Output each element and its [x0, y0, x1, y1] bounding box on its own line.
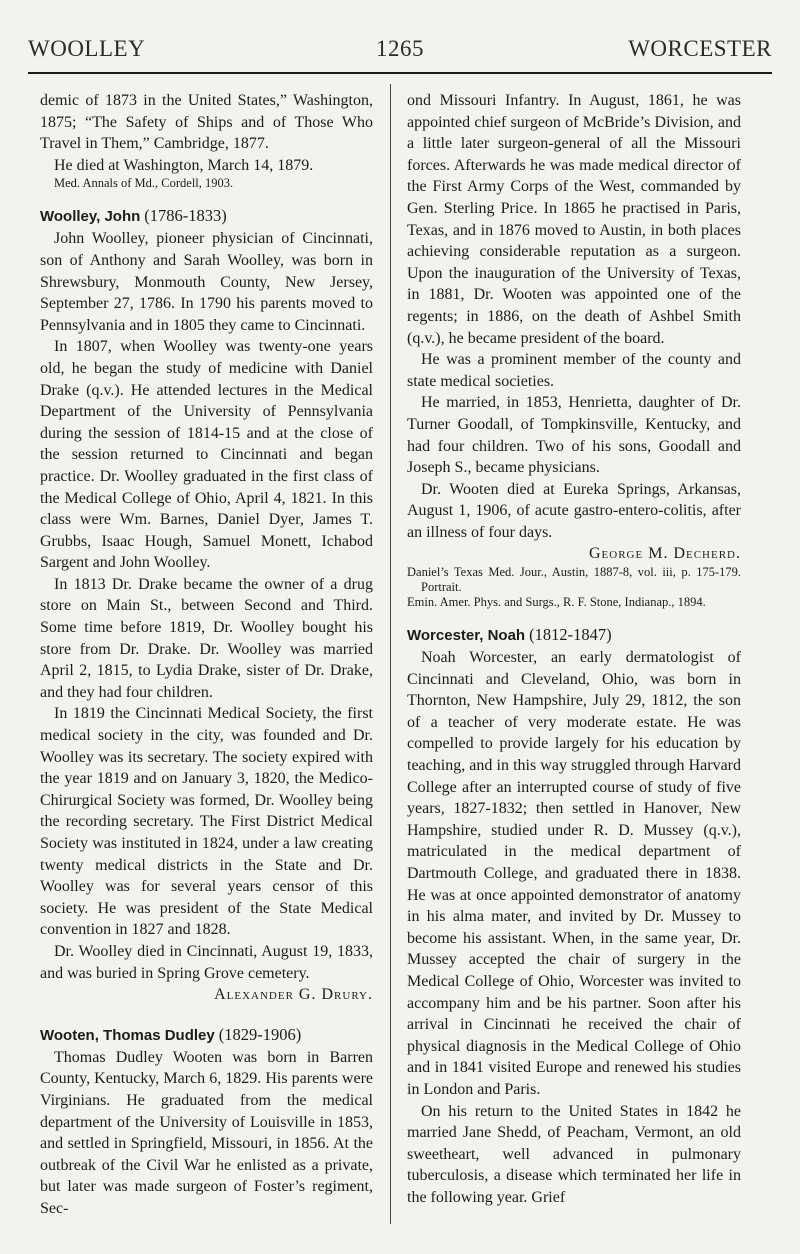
paragraph: John Woolley, pioneer physician of Cincinnati, son of Anthony and Sarah Woolley, was born in Shrewsbury, Monmouth County, New Jersey, September 27, 1786. In 1790 his parents moved to Pennsylvania and in 1805 they came to Cincinnati. [40, 230, 373, 334]
paragraph: In 1819 the Cincinnati Medical Society, the first medical society in the city, was founded and Dr. Woolley was its secretary. The society expired with the year 1819 and on January 3, 1820, the Medico-Chirurgical Society was formed, Dr. Woolley being the recording secretary. The First District Medical Society was instituted in 1824, under a law creating twenty medical districts in the State and Dr. Woolley was for several years censor of this society. He was president of the State Medical convention in 1827 and 1828. [40, 705, 373, 939]
paragraph: Dr. Woolley died in Cincinnati, August 19, 1833, and was buried in Spring Grove cemetery. [40, 942, 373, 982]
right-column [407, 90, 741, 1209]
paragraph: Noah Worcester, an early dermatologist of Cincinnati and Cleveland, Ohio, was born in Thornton, New Hampshire, July 29, 1812, the son of a teacher of very moderate estate. He was compelled to provide largely for his education by teaching, and in this way struggled through Harvard College after an interrupted course of study of five years, 1827-1832; then settled in Hanover, New Hampshire, studied under R. D. Mussey (q.v.), matriculated in the medical department of Dartmouth College, and graduated there in 1838. He was at once appointed demonstrator of anatomy in his alma mater, and invited by Dr. Mussey to become his assistant. When, in the same year, Dr. Mussey accepted the chair of surgery in the Medical College of Ohio, Worcester was invited to accompany him and be his partner. Soon after his arrival in Cincinnati he received the chair of physical diagnosis in the Medical College of Ohio and in 1841 visited Europe and renewed his studies in London and Paris. [407, 649, 741, 1098]
continued-text: demic of 1873 in the United States,” Washington, 1875; “The Safety of Ships and of Those Who Travel in Them,” Cambridge, 1877. [40, 92, 373, 153]
paragraph: In 1807, when Woolley was twenty-one years old, he began the study of medicine with Daniel Drake (q.v.). He attended lectures in the Medical Department of the University of Pennsylvania during the session of 1814-15 and at the close of the session returned to Cincinnati and began practice. Dr. Woolley graduated in the first class of the Medical College of Ohio, April 4, 1821. In this class were Wm. Barnes, Daniel Dyer, James T. Grubbs, Isaac Hough, Samuel Monett, Ichabod Sargent and John Woolley. [40, 338, 373, 572]
reference: Emin. Amer. Phys. and Surgs., R. F. Stone, Indianap., 1894. [407, 595, 706, 610]
page-number: 1265 [376, 36, 424, 61]
paragraph: He married, in 1853, Henrietta, daughter of Dr. Turner Goodall, of Tompkinsville, Kentucky, and had four children. Two of his sons, Goodall and Joseph S., became physicians. [407, 394, 741, 477]
paragraph: Thomas Dudley Wooten was born in Barren County, Kentucky, March 6, 1829. His parents were Virginians. He graduated from the medical department of the University of Louisville in 1853, and settled in Springfield, Missouri, in 1856. At the outbreak of the Civil War he enlisted as a private, but later was made surgeon of Foster’s regiment, Sec- [40, 1048, 373, 1217]
entry-dates: (1786-1833) [144, 206, 227, 226]
continued-text: ond Missouri Infantry. In August, 1861, he was appointed chief surgeon of McBride’s Division, and a little later surgeon-general of all the Missouri forces. Afterwards he was made medical director of the First Army Corps of the West, commanded by Gen. Sterling Price. In 1865 he practised in Paris, Texas, and in 1876 moved to Austin, in both places achieving considerable reputation as a surgeon. Upon the inauguration of the University of Texas, in 1881, Dr. Wooten was appointed one of the regents; in 1886, on the death of Ashbel Smith (q.v.), he became president of the board. [407, 92, 741, 347]
paragraph: He was a prominent member of the county and state medical societies. [407, 351, 741, 390]
entry-dates: (1812-1847) [529, 625, 612, 645]
paragraph: On his return to the United States in 1842 he married Jane Shedd, of Peacham, Vermont, an old sweetheart, well advanced in pulmonary tuberculosis, a disease which terminated her life in the following year. Grief [407, 1102, 741, 1206]
header-rule [28, 72, 772, 74]
header-right: WORCESTER [628, 36, 772, 61]
entry-dates: (1829-1906) [218, 1024, 302, 1044]
running-header [28, 36, 772, 66]
entry-name: Wooten, Thomas Dudley [40, 1026, 215, 1044]
paragraph: Dr. Wooten died at Eureka Springs, Arkansas, August 1, 1906, of acute gastro-entero-colitis, after an illness of four days. [407, 480, 741, 541]
entry-name: Woolley, John [40, 208, 141, 226]
column-divider [390, 84, 391, 1224]
entry-heading-wooten [40, 1024, 373, 1047]
reference: Daniel’s Texas Med. Jour., Austin, 1887-8, vol. iii, p. 175-179. Portrait. [407, 565, 741, 595]
paragraph: In 1813 Dr. Drake became the owner of a drug store on Main St., between Second and Third. Some time before 1819, Dr. Woolley bought his store from Dr. Drake. Dr. Woolley was married April 2, 1815, to Lydia Drake, sister of Dr. Drake, and they had four children. [40, 575, 373, 701]
author-signature: Alexander G. Drury. [214, 986, 373, 1004]
entry-heading-woolley [40, 205, 373, 228]
header-left: WOOLLEY [28, 36, 146, 61]
entry-heading-worcester [407, 624, 741, 647]
continued-text-2: He died at Washington, March 14, 1879. [54, 156, 314, 174]
author-signature: George M. Decherd. [589, 545, 741, 563]
entry-name: Worcester, Noah [407, 627, 526, 645]
left-column [40, 90, 373, 1220]
reference: Med. Annals of Md., Cordell, 1903. [54, 176, 234, 191]
